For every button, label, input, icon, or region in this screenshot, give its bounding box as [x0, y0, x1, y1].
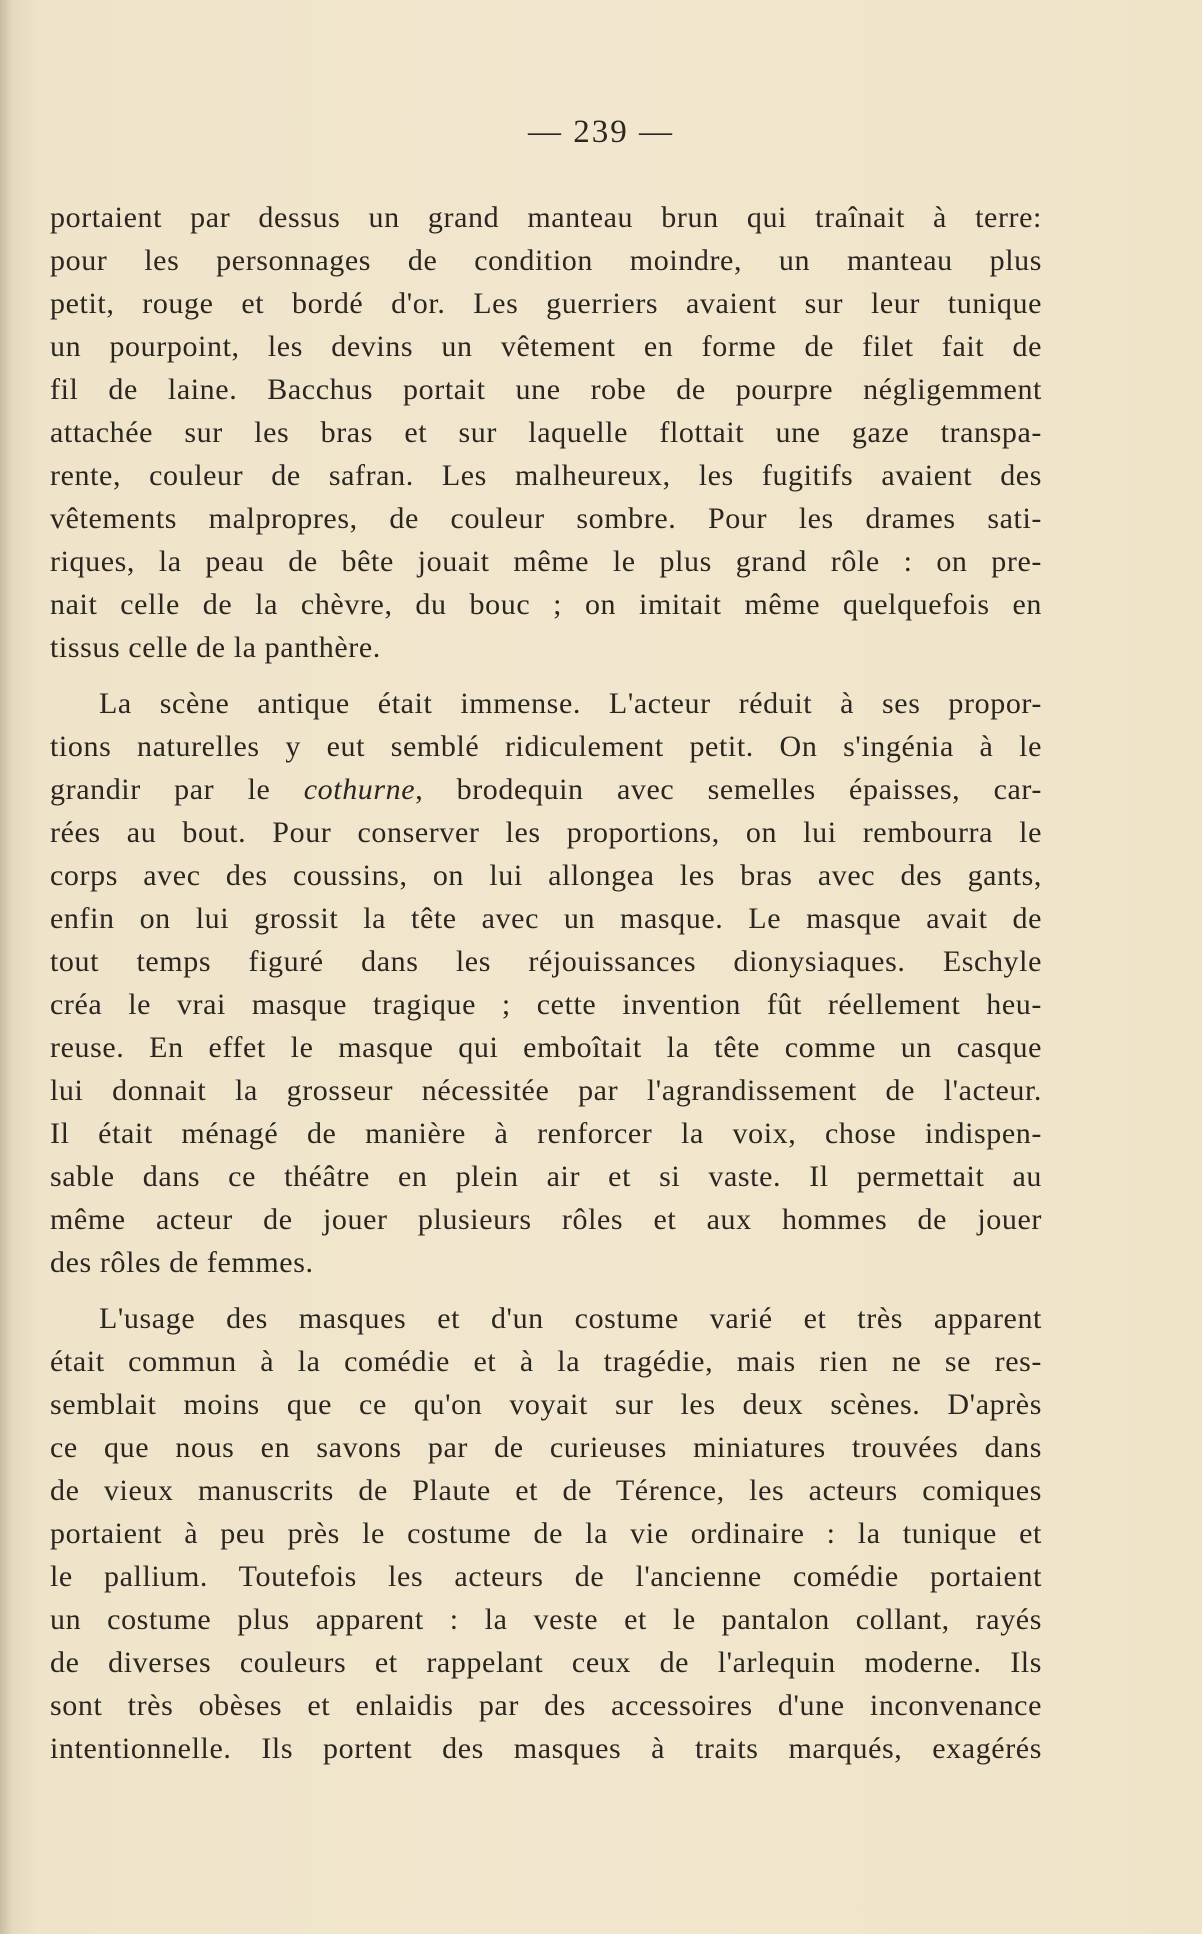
italic-term: cothurne [303, 773, 416, 806]
text-line: sable dans ce théâtre en plein air et si vaste. Il permettait au [50, 1160, 1042, 1193]
paragraph-3 [50, 1297, 1042, 1770]
text-line: lui donnait la grosseur nécessitée par l'agrandissement de l'acteur. [50, 1074, 1042, 1107]
body-text [50, 196, 1042, 1783]
text-line: petit, rouge et bordé d'or. Les guerriers avaient sur leur tunique [50, 287, 1042, 320]
paragraph-2 [50, 682, 1042, 1284]
page-number: — 239 — [528, 114, 674, 150]
text-line: corps avec des coussins, on lui allongea les bras avec des gants, [50, 859, 1042, 892]
text-line: nait celle de la chèvre, du bouc ; on imitait même quelquefois en [50, 588, 1042, 621]
text-line: enfin on lui grossit la tête avec un masque. Le masque avait de [50, 902, 1042, 935]
text-line: fil de laine. Bacchus portait une robe de pourpre négligemment [50, 373, 1042, 406]
text-line: un costume plus apparent : la veste et le pantalon collant, rayés [50, 1603, 1042, 1636]
text-line: semblait moins que ce qu'on voyait sur les deux scènes. D'après [50, 1388, 1042, 1421]
text-line: même acteur de jouer plusieurs rôles et aux hommes de jouer [50, 1203, 1042, 1236]
text-line: un pourpoint, les devins un vêtement en forme de filet fait de [50, 330, 1042, 363]
text-line: tions naturelles y eut semblé ridiculement petit. On s'ingénia à le [50, 730, 1042, 763]
text-line: riques, la peau de bête jouait même le plus grand rôle : on pre- [50, 545, 1042, 578]
text-line-with-italic: grandir par le cothurne, brodequin avec semelles épaisses, car- [50, 773, 1042, 806]
text-line: de vieux manuscrits de Plaute et de Térence, les acteurs comiques [50, 1474, 1042, 1507]
text-line: le pallium. Toutefois les acteurs de l'ancienne comédie portaient [50, 1560, 1042, 1593]
text-line: sont très obèses et enlaidis par des accessoires d'une inconvenance [50, 1689, 1042, 1722]
text-line: pour les personnages de condition moindre, un manteau plus [50, 244, 1042, 277]
text-line: intentionnelle. Ils portent des masques à traits marqués, exagérés [50, 1732, 1042, 1765]
text-line: créa le vrai masque tragique ; cette invention fût réellement heu- [50, 988, 1042, 1021]
text-line: rées au bout. Pour conserver les proportions, on lui rembourra le [50, 816, 1042, 849]
text-line: des rôles de femmes. [50, 1246, 314, 1279]
text-line: reuse. En effet le masque qui emboîtait la tête comme un casque [50, 1031, 1042, 1064]
paragraph-1 [50, 196, 1042, 669]
text-line: était commun à la comédie et à la tragédie, mais rien ne se res- [50, 1345, 1042, 1378]
text-line: de diverses couleurs et rappelant ceux de l'arlequin moderne. Ils [50, 1646, 1042, 1679]
text-line: portaient à peu près le costume de la vie ordinaire : la tunique et [50, 1517, 1042, 1550]
text-line: La scène antique était immense. L'acteur réduit à ses propor- [99, 687, 1042, 720]
text-line: Il était ménagé de manière à renforcer la voix, chose indispen- [50, 1117, 1042, 1150]
text-line: tout temps figuré dans les réjouissances dionysiaques. Eschyle [50, 945, 1042, 978]
text-line: ce que nous en savons par de curieuses miniatures trouvées dans [50, 1431, 1042, 1464]
text-line: portaient par dessus un grand manteau brun qui traînait à terre: [50, 201, 1042, 234]
text-line: vêtements malpropres, de couleur sombre. Pour les drames sati- [50, 502, 1042, 535]
text-line: rente, couleur de safran. Les malheureux, les fugitifs avaient des [50, 459, 1042, 492]
text-line: L'usage des masques et d'un costume varié et très apparent [99, 1302, 1042, 1335]
text-line: attachée sur les bras et sur laquelle flottait une gaze transpa- [50, 416, 1042, 449]
text-line: tissus celle de la panthère. [50, 631, 381, 664]
